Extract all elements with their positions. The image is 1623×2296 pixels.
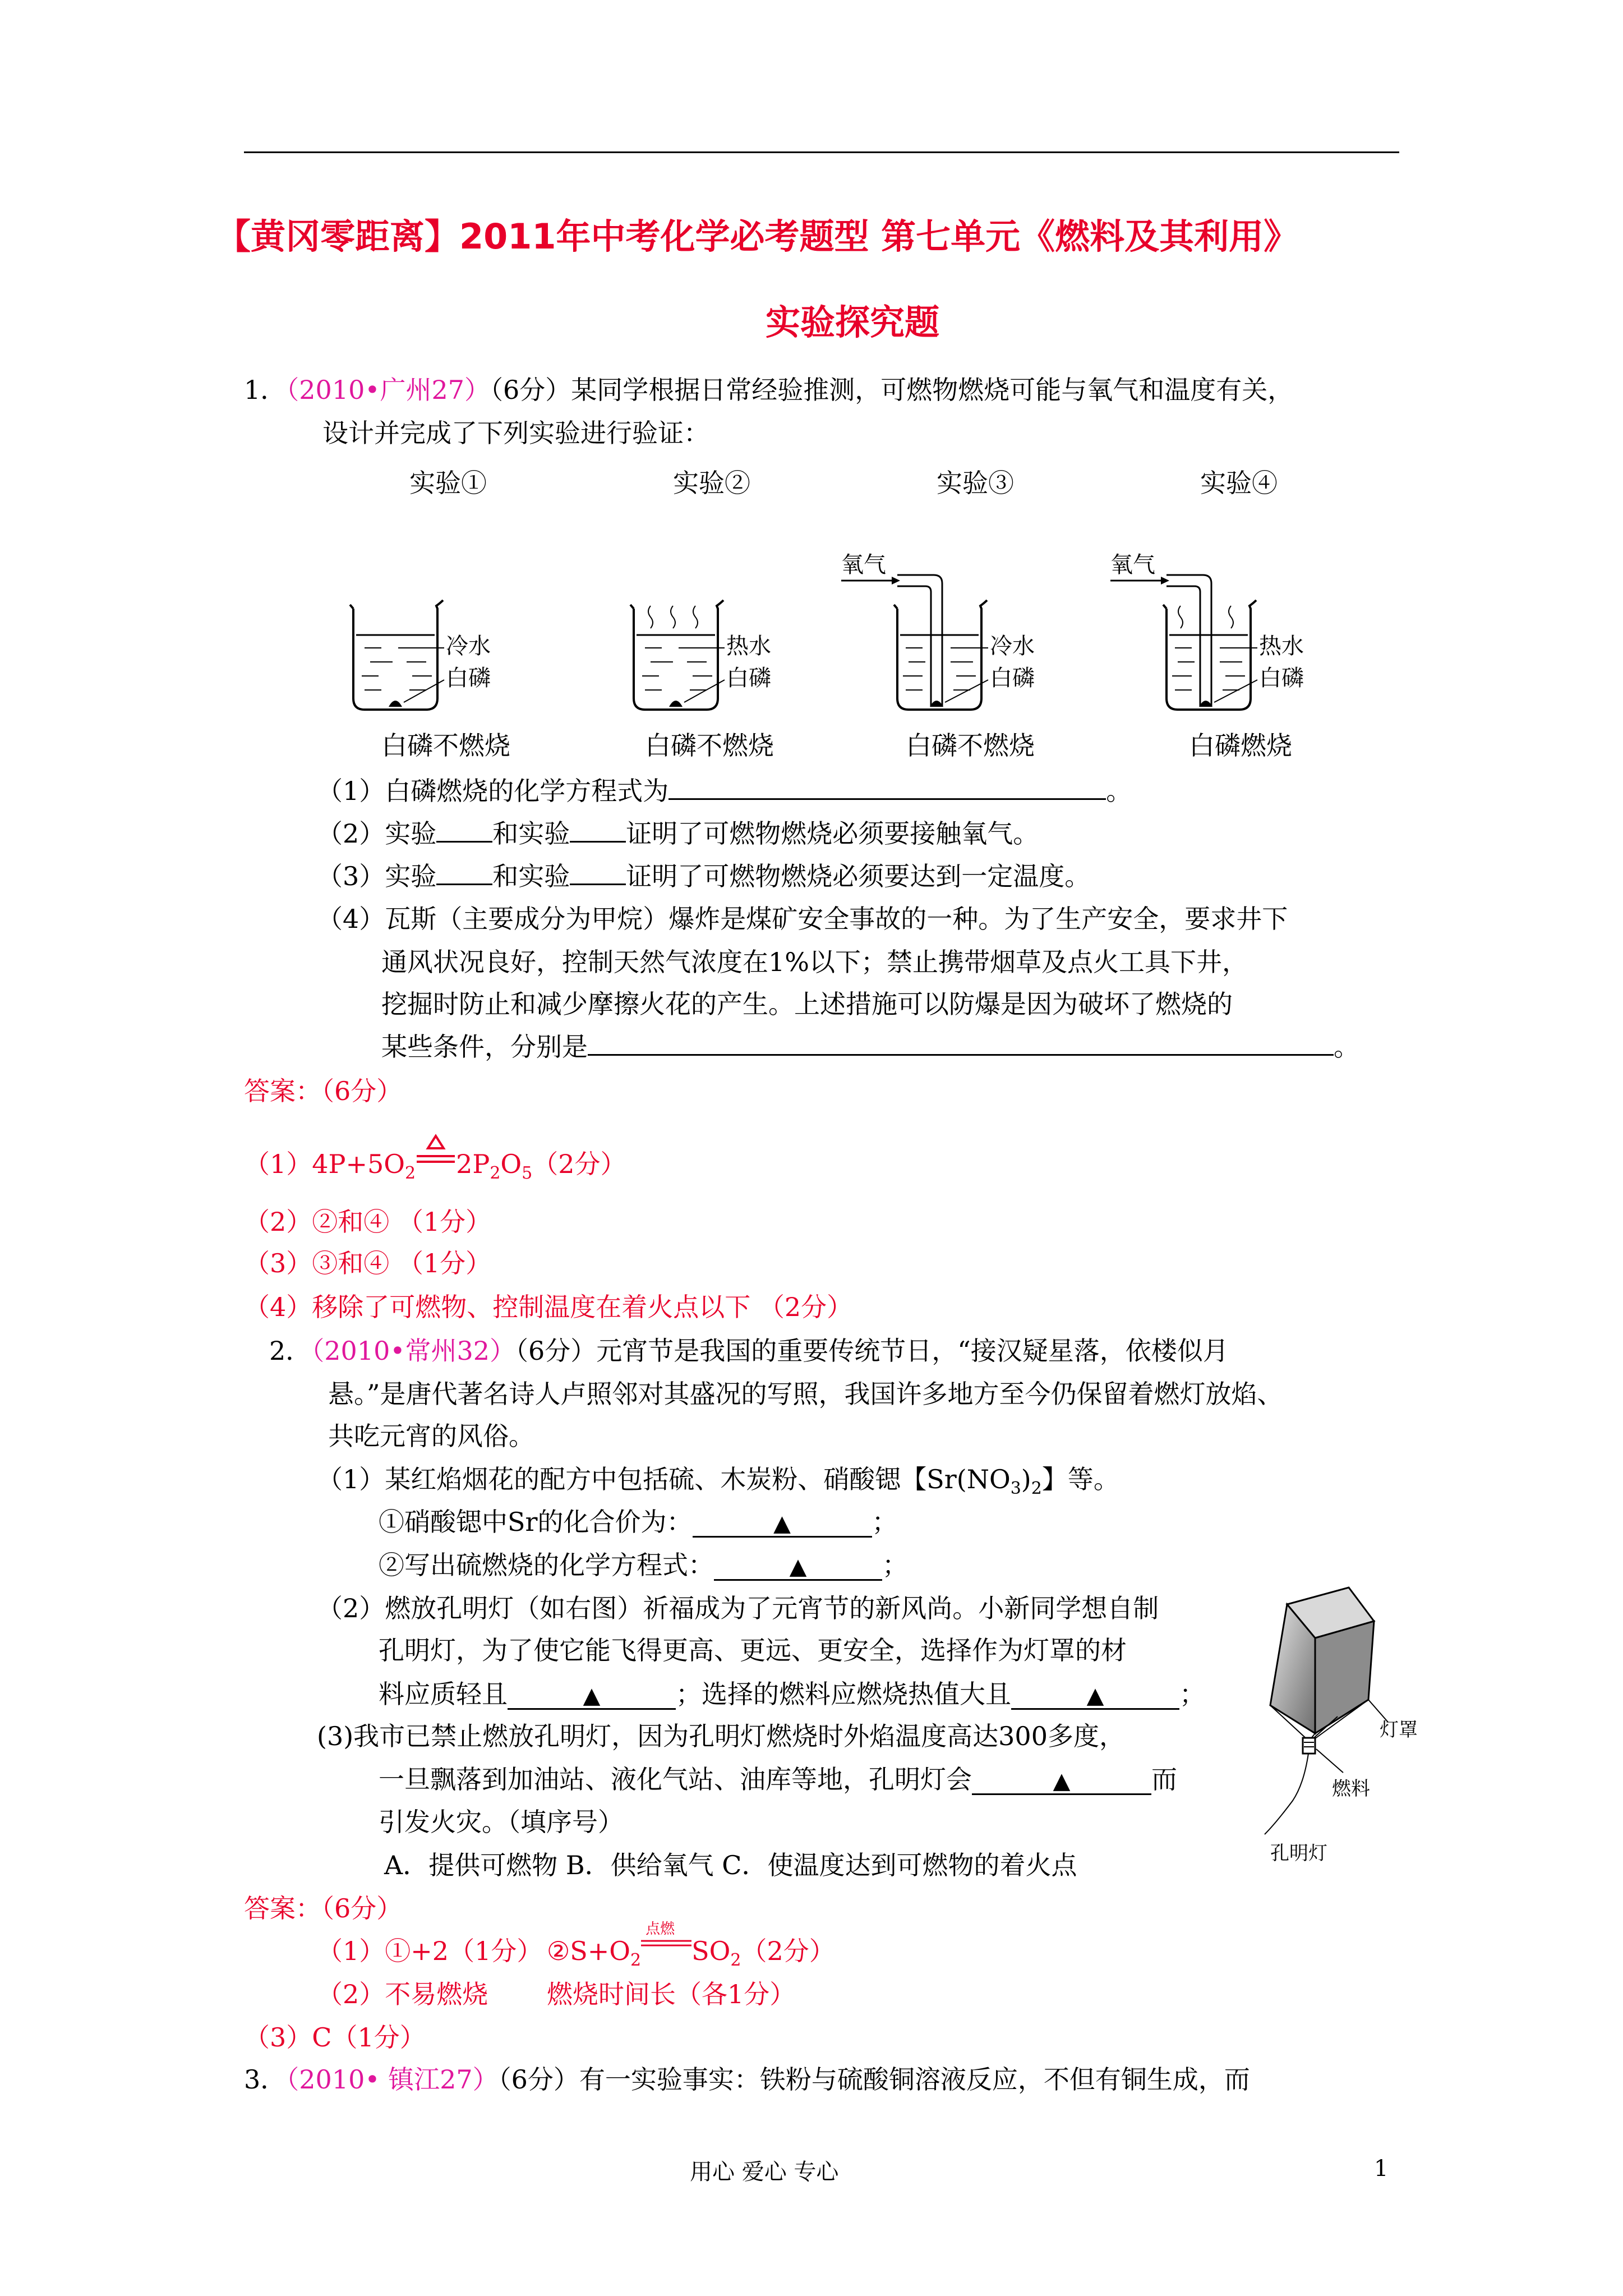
- exp1-caption: 白磷不燃烧: [381, 730, 510, 761]
- exp4-label: 实验④: [1200, 468, 1278, 498]
- exp2-label: 实验②: [673, 468, 750, 498]
- q2-sub1-ii: ②写出硫燃烧的化学方程式： ▲ ；: [379, 1550, 908, 1580]
- lantern-name-label: 孔明灯: [1270, 1842, 1327, 1865]
- q2-answer-1b: $②S+O_2$ 点燃 $SO_2(2$分）: [547, 1921, 835, 1970]
- exp1-water-label: 冷水: [446, 633, 491, 659]
- q2-answer-3: （3）C（1分）: [244, 2022, 426, 2053]
- q2-sub3-line3: 引发火灾。（填序号）: [379, 1807, 624, 1837]
- q2-sub3-line2: 一旦飘落到加油站、液化气站、油库等地，孔明灯会 ▲ 而: [379, 1764, 1177, 1795]
- exp4-oxygen-label: 氧气: [1110, 552, 1155, 578]
- page-number: 1: [1374, 2156, 1389, 2182]
- q2-sub1: （1）某红焰烟花的配方中包括硫、木炭粉、硝酸锶【$Sr(NO_3)_2$】等。: [317, 1464, 1119, 1498]
- q1-answer-1: $(1)4P+5O_2$ $2P_2O_5(2$分）: [244, 1147, 626, 1190]
- q1-sub2-blank-a: [436, 818, 492, 843]
- exp3-oxygen-label: 氧气: [841, 552, 886, 578]
- exp4-caption: 白磷燃烧: [1189, 730, 1292, 761]
- q1-sub4-line4: 某些条件，分别是 。: [381, 1032, 1359, 1062]
- q1-answer-3: （3）③和④ （1分）: [244, 1248, 492, 1278]
- exp2-water-label: 热水: [726, 633, 771, 659]
- exp4-phosphorus-label: 白磷: [1259, 665, 1304, 691]
- q1-sub1-blank: [668, 776, 1106, 800]
- q1-line1: 1．（2010•广州27）（6分）某同学根据日常经验推测，可燃物燃烧可能与氧气和温度有关，: [244, 375, 1294, 405]
- experiment-2: [630, 468, 774, 761]
- exp1-phosphorus-label: 白磷: [446, 665, 491, 691]
- q2-sub2-line2: 孔明灯，为了使它能飞得更高、更远、更安全，选择作为灯罩的材: [379, 1635, 1127, 1665]
- page-title: 【黄冈零距离】2011年中考化学必考题型 第七单元《燃料及其利用》: [216, 216, 1299, 257]
- q1-sub2-blank-b: [570, 818, 626, 843]
- q1-sub4-line2: 通风状况良好，控制天然气浓度在1%以下；禁止携带烟草及点火工具下井，: [381, 947, 1248, 977]
- q2-answer-1a: （1）①+2（1分）: [317, 1936, 543, 1966]
- lantern-shade-label: 灯罩: [1380, 1719, 1418, 1741]
- q2-line2: 悬。”是唐代著名诗人卢照邻对其盛况的写照，我国许多地方至今仍保留着燃灯放焰、: [328, 1379, 1283, 1409]
- kongming-lantern-figure: [1253, 1571, 1467, 1885]
- exp2-caption: 白磷不燃烧: [645, 730, 774, 761]
- q1-answer-head: 答案：（6分）: [244, 1076, 403, 1106]
- q1-sub4-blank: [588, 1032, 1334, 1056]
- q2-sub2-blank-a: ▲: [508, 1683, 676, 1710]
- q1-sub4-line1: （4）瓦斯（主要成分为甲烷）爆炸是煤矿安全事故的一种。为了生产安全，要求井下: [317, 904, 1288, 934]
- q1-sub3-blank-a: [436, 861, 492, 885]
- q1-sub1: （1）白磷燃烧的化学方程式为 。: [317, 776, 1132, 806]
- exp3-label: 实验③: [937, 468, 1014, 498]
- q2-sub1-i-blank: ▲: [693, 1511, 872, 1538]
- exp1-label: 实验①: [409, 468, 487, 498]
- header-rule: [244, 151, 1399, 153]
- q1-line2: 设计并完成了下列实验进行验证：: [322, 418, 709, 448]
- q1-sub3-blank-b: [570, 861, 626, 885]
- q2-sub3-line1: (3)我市已禁止燃放孔明灯，因为孔明灯燃烧时外焰温度高达300多度，: [317, 1721, 1125, 1751]
- exp2-phosphorus-label: 白磷: [726, 665, 771, 691]
- q2-line1: 2．（2010•常州32）（6分）元宵节是我国的重要传统节日，“接汉疑星落，依楼似月: [269, 1336, 1229, 1366]
- heat-equals-sign: [416, 1153, 456, 1175]
- q1-answer-4: （4）移除了可燃物、控制温度在着火点以下 （2分）: [244, 1292, 853, 1322]
- q2-answer-head: 答案：（6分）: [244, 1893, 403, 1924]
- q2-source: （2010•常州32）: [311, 1336, 516, 1366]
- q1-source: （2010•广州27）: [286, 375, 491, 405]
- q2-answer-2b: 燃烧时间长（各1分）: [547, 1979, 796, 2009]
- q3-source: （2010• 镇江27）: [286, 2064, 499, 2095]
- q3-line1: 3．（2010• 镇江27）（6分）有一实验事实：铁粉与硫酸铜溶液反应，不但有铜生成，而: [244, 2064, 1250, 2095]
- exp3-caption: 白磷不燃烧: [906, 730, 1035, 761]
- exp3-phosphorus-label: 白磷: [990, 665, 1035, 691]
- q1-sub4-line3: 挖掘时防止和减少摩擦火花的产生。上述措施可以防爆是因为破坏了燃烧的: [381, 989, 1233, 1019]
- q1-experiment-figure: [314, 460, 1357, 774]
- q2-sub3-blank: ▲: [972, 1769, 1151, 1795]
- experiment-3: [841, 468, 1035, 761]
- q2-sub2-blank-b: ▲: [1011, 1683, 1179, 1710]
- page-subtitle: 实验探究题: [766, 302, 940, 343]
- q1-sub2: （2）实验 和实验 证明了可燃物燃烧必须要接触氧气。: [317, 818, 1039, 849]
- q2-sub1-ii-blank: ▲: [714, 1554, 882, 1581]
- q2-answer-2a: （2）不易燃烧: [317, 1979, 488, 2009]
- lantern-fuel-label: 燃料: [1332, 1778, 1370, 1800]
- experiment-4: [1110, 468, 1304, 761]
- q2-sub2-line3: 料应质轻且 ▲ ；选择的燃料应燃烧热值大且 ▲ ；: [379, 1679, 1205, 1709]
- q2-sub1-i: ①硝酸锶中Sr的化合价为： ▲ ；: [379, 1507, 898, 1537]
- q2-options: A．提供可燃物 B．供给氧气 C．使温度达到可燃物的着火点: [384, 1850, 1077, 1880]
- q1-answer-2: （2）②和④ （1分）: [244, 1207, 492, 1237]
- q2-line3: 共吃元宵的风俗。: [328, 1421, 534, 1451]
- experiment-1: [350, 468, 510, 761]
- q2-sub2-line1: （2）燃放孔明灯（如右图）祈福成为了元宵节的新风尚。小新同学想自制: [317, 1593, 1159, 1623]
- exp3-water-label: 冷水: [990, 633, 1035, 659]
- exp4-water-label: 热水: [1259, 633, 1304, 659]
- footer-motto: 用心 爱心 专心: [690, 2159, 839, 2185]
- ignite-equals-sign: 点燃: [645, 1921, 675, 1938]
- q1-sub3: （3）实验 和实验 证明了可燃物燃烧必须要达到一定温度。: [317, 861, 1091, 891]
